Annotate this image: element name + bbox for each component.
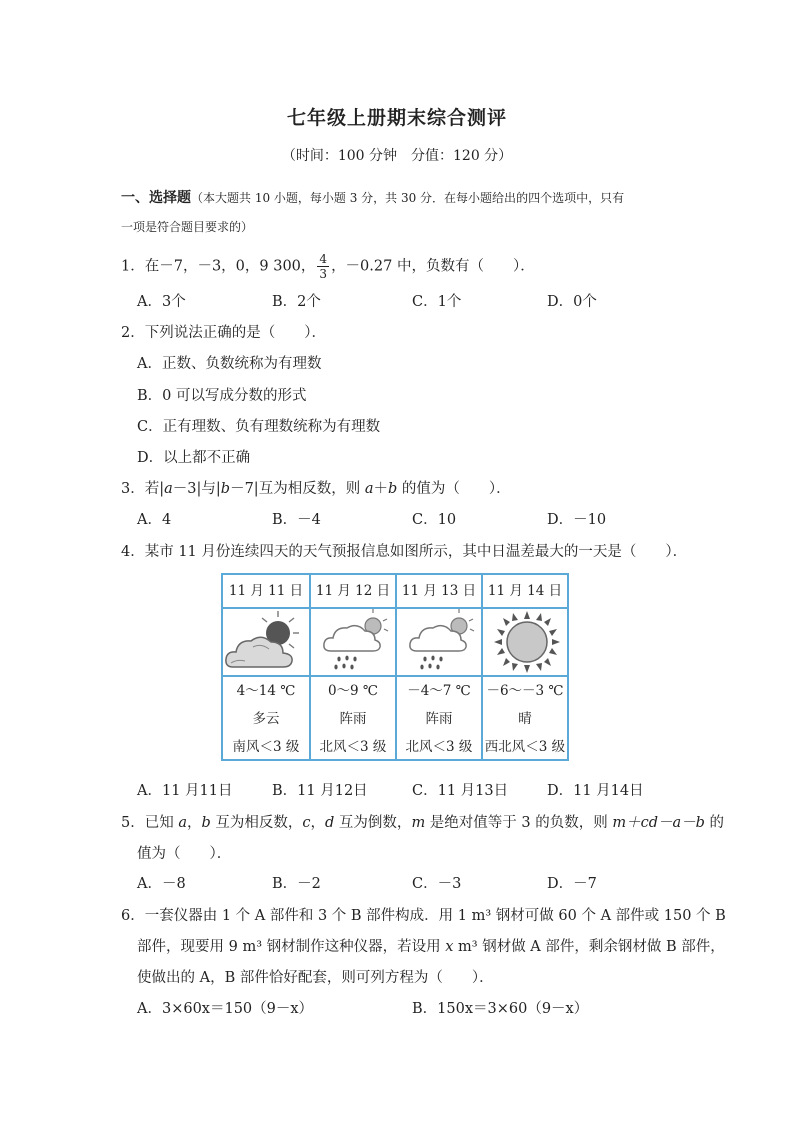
page-subtitle: （时间：100 分钟 分值：120 分） xyxy=(281,148,513,164)
var-d: d xyxy=(325,815,335,831)
var-b: b xyxy=(220,481,231,497)
q2-option-b: B．0 可以写成分数的形式 xyxy=(137,388,307,404)
q1-option-b: B．2个 xyxy=(272,294,321,310)
var-c: c xyxy=(302,815,311,831)
q2-option-a: A．正数、负数统称为有理数 xyxy=(137,356,322,372)
q3-option-b: B．－4 xyxy=(272,512,321,528)
question-4-stem: 4．某市 11 月份连续四天的天气预报信息如图所示，其中日温差最大的一天是（ ）． xyxy=(121,544,688,560)
q5-option-d: D．－7 xyxy=(547,876,597,892)
q5-text: 是绝对值等于 3 的负数，则 xyxy=(425,815,613,831)
weather-date: 11 月 13 日 xyxy=(397,575,481,609)
q4-option-d: D．11 月14日 xyxy=(547,783,644,799)
weather-day-3 xyxy=(395,575,481,759)
q5-text: 互为相反数， xyxy=(210,815,303,831)
weather-day-1 xyxy=(223,575,309,759)
weather-wind: 北风＜3 级 xyxy=(319,739,387,755)
q6-option-b: B．150x＝3×60（9－x） xyxy=(412,1001,589,1017)
weather-temp: 0～9 ℃ xyxy=(327,683,379,699)
question-6-stem-line3: 使做出的 A，B 部件恰好配套，则可列方程为（ ）． xyxy=(137,970,494,986)
expression: m＋cd－a－b xyxy=(612,815,705,831)
q3-option-a: A．4 xyxy=(137,512,172,528)
q3-option-c: C．10 xyxy=(412,512,457,528)
q5-text: ， xyxy=(310,815,326,831)
page-title: 七年级上册期末综合测评 xyxy=(286,107,507,129)
weather-day-2 xyxy=(309,575,395,759)
section-description: （本大题共 10 小题，每小题 3 分，共 30 分．在每小题给出的四个选项中，只有 xyxy=(191,191,625,205)
question-6-stem-line2 xyxy=(137,935,725,956)
weather-date: 11 月 12 日 xyxy=(311,575,395,609)
weather-date: 11 月 14 日 xyxy=(483,575,567,609)
var-a: a xyxy=(364,481,374,497)
weather-condition: 多云 xyxy=(252,711,280,727)
fraction-denominator: 3 xyxy=(319,267,328,281)
weather-wind: 西北风＜3 级 xyxy=(484,739,566,755)
q6-text: 部件，现要用 9 m³ 钢材制作这种仪器，若设用 xyxy=(137,939,446,955)
sunny-icon xyxy=(483,609,567,677)
weather-wind: 南风＜3 级 xyxy=(232,739,300,755)
question-5-stem xyxy=(121,811,724,832)
var-b: b xyxy=(387,481,398,497)
q3-text: 3．若| xyxy=(121,481,165,497)
weather-condition: 阵雨 xyxy=(339,711,367,727)
var-a: a xyxy=(178,815,187,831)
shower-icon xyxy=(397,609,481,677)
var-a: a xyxy=(164,481,173,497)
q2-option-c: C．正有理数、负有理数统称为有理数 xyxy=(137,419,381,435)
q3-text: －7|互为相反数，则 xyxy=(230,481,365,497)
shower-icon xyxy=(311,609,395,677)
fraction xyxy=(317,252,329,281)
q6-option-a: A．3×60x＝150（9－x） xyxy=(137,1001,314,1017)
var-b: b xyxy=(201,815,211,831)
question-2-stem: 2．下列说法正确的是（ ）． xyxy=(121,325,326,341)
q5-option-a: A．－8 xyxy=(137,876,186,892)
q3-option-d: D．－10 xyxy=(547,512,607,528)
section-heading-line2 xyxy=(121,218,253,235)
weather-condition: 阵雨 xyxy=(425,711,453,727)
q4-option-c: C．11 月13日 xyxy=(412,783,509,799)
q1-text-before: 1．在－7，－3，0，9 300， xyxy=(121,258,316,275)
q3-text: 的值为（ ）． xyxy=(397,481,511,497)
weather-day-4 xyxy=(481,575,567,759)
var-m: m xyxy=(411,815,426,831)
q3-text: ＋ xyxy=(373,481,388,497)
q4-option-b: B．11 月12日 xyxy=(272,783,368,799)
weather-wind: 北风＜3 级 xyxy=(405,739,473,755)
weather-date: 11 月 11 日 xyxy=(223,575,309,609)
q1-option-d: D．0个 xyxy=(547,294,597,310)
fraction-numerator: 4 xyxy=(319,252,328,266)
q2-option-d: D．以上都不正确 xyxy=(137,450,251,466)
q5-option-c: C．－3 xyxy=(412,876,462,892)
question-3-stem xyxy=(121,477,511,498)
q5-text: 的 xyxy=(704,815,725,831)
section-title: 一、选择题 xyxy=(121,190,191,206)
q1-option-a: A．3个 xyxy=(137,294,186,310)
question-6-stem: 6．一套仪器由 1 个 A 部件和 3 个 B 部件构成．用 1 m³ 钢材可做 60 个 A 部件或 150 个 B xyxy=(121,908,726,924)
section-heading-line1 xyxy=(121,187,624,207)
q1-text-after: ，－0.27 中，负数有（ ）． xyxy=(331,258,535,275)
weather-temp: 4～14 ℃ xyxy=(236,683,296,699)
section-description-cont: 一项是符合题目要求的） xyxy=(121,220,254,234)
var-x: x xyxy=(445,939,454,955)
q1-option-c: C．1个 xyxy=(412,294,462,310)
q4-option-a: A．11 月11日 xyxy=(137,783,233,799)
weather-temp: －6～－3 ℃ xyxy=(486,683,564,699)
q5-text: ， xyxy=(187,815,202,831)
weather-condition: 晴 xyxy=(518,711,532,727)
q5-option-b: B．－2 xyxy=(272,876,321,892)
weather-temp: －4～7 ℃ xyxy=(407,683,471,699)
question-1-stem xyxy=(121,252,535,281)
q3-text: －3|与| xyxy=(172,481,221,497)
weather-forecast-table xyxy=(221,573,569,761)
question-5-stem-cont: 值为（ ）． xyxy=(137,846,232,862)
q5-text: 5．已知 xyxy=(121,815,179,831)
q5-text: 互为倒数， xyxy=(334,815,412,831)
q6-text: m³ 钢材做 A 部件，剩余钢材做 B 部件， xyxy=(453,939,725,955)
partly-cloudy-icon xyxy=(223,609,309,677)
